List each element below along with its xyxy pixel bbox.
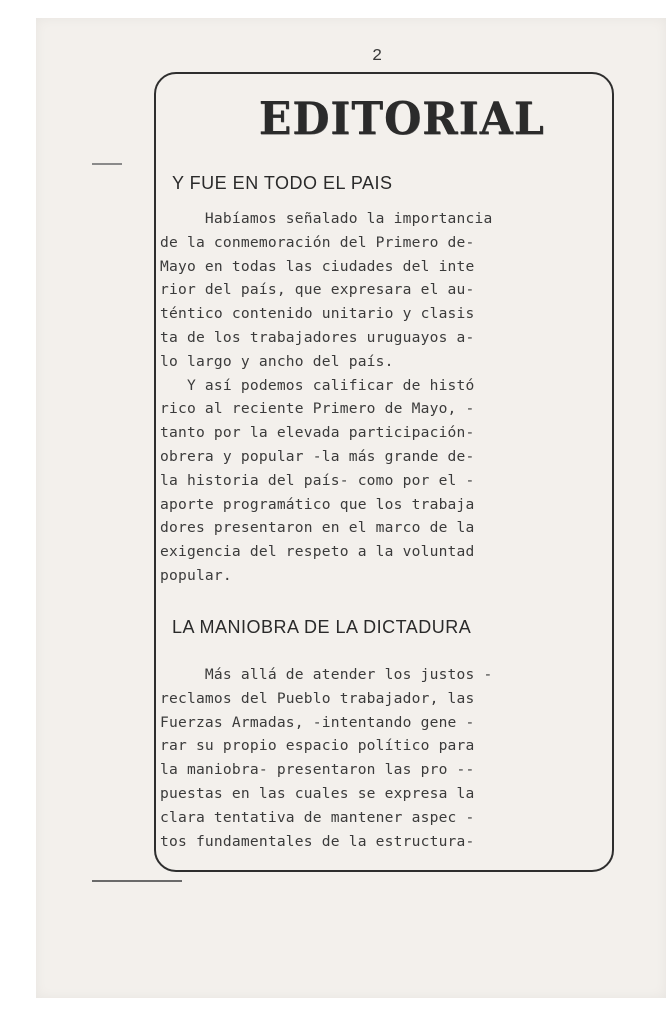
text-line: ta de los trabajadores uruguayos a- <box>160 328 475 346</box>
text-line: dores presentaron en el marco de la <box>160 519 475 537</box>
text-line: rar su propio espacio político para <box>160 737 475 755</box>
text-line: Mayo en todas las ciudades del inte <box>160 257 475 275</box>
text-line: obrera y popular -la más grande de- <box>160 447 475 465</box>
text-line: de la conmemoración del Primero de- <box>160 233 475 251</box>
page-number: 2 <box>372 47 383 66</box>
text-line: puestas en las cuales se expresa la <box>160 784 475 802</box>
section-body <box>160 663 610 853</box>
section-heading: Y FUE EN TODO EL PAIS <box>172 173 393 193</box>
text-line: rior del país, que expresara el au- <box>160 281 475 299</box>
text-line: la maniobra- presentaron las pro -- <box>160 761 475 779</box>
text-line: Más allá de atender los justos - <box>160 666 493 683</box>
text-line: clara tentativa de mantener aspec - <box>160 808 475 826</box>
text-line: tos fundamentales de la estructura- <box>160 832 475 850</box>
section-body <box>160 207 610 588</box>
text-line: Habíamos señalado la importancia <box>160 210 493 227</box>
text-line: reclamos del Pueblo trabajador, las <box>160 689 475 707</box>
text-line: Y así podemos calificar de histó <box>160 376 475 394</box>
margin-mark <box>92 163 122 165</box>
text-line: lo largo y ancho del país. <box>160 352 394 370</box>
text-line: la historia del país- como por el - <box>160 471 475 489</box>
margin-mark <box>92 880 182 882</box>
text-line: aporte programático que los trabaja <box>160 495 475 513</box>
text-line: popular. <box>160 566 232 584</box>
text-line: exigencia del respeto a la voluntad <box>160 543 475 561</box>
section-heading: LA MANIOBRA DE LA DICTADURA <box>172 617 472 637</box>
text-line: tanto por la elevada participación- <box>160 424 475 442</box>
page-title: EDITORIAL <box>258 92 545 145</box>
text-line: téntico contenido unitario y clasis <box>160 305 475 323</box>
text-line: Fuerzas Armadas, -intentando gene - <box>160 713 475 731</box>
text-line: rico al reciente Primero de Mayo, - <box>160 400 475 418</box>
